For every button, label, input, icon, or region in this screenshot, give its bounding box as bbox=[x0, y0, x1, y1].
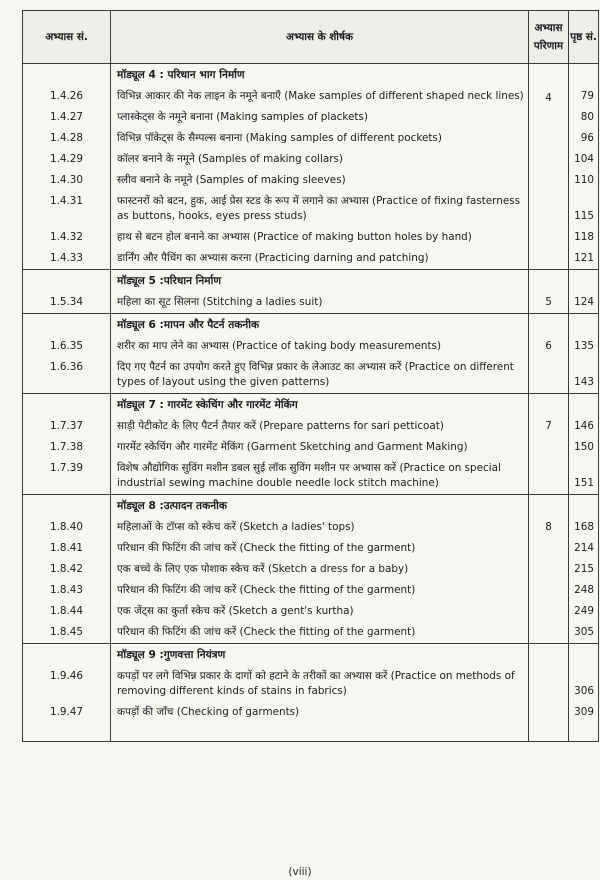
exercise-outcome bbox=[529, 128, 569, 149]
exercise-title: फास्टनरों को बटन, हुक, आई प्रेस स्टड के रूप में लगाने का अभ्यास (Practice of fixing fasterness as buttons, hooks, eyes press studs) bbox=[111, 191, 529, 227]
module-page-cell bbox=[569, 314, 599, 337]
exercise-outcome: 5 bbox=[529, 292, 569, 314]
exercise-title: विभिन्न पॉकेट्स के सैम्पल्स बनाना (Making samples of different pockets) bbox=[111, 128, 529, 149]
exercise-page: 150 bbox=[569, 437, 599, 458]
module-title-text: मॉड्यूल 8 :उत्पादन तकनीक bbox=[117, 500, 227, 512]
exercise-title: विभिन्न आकार की नेक लाइन के नमूने बनाएँ (Make samples of different shaped neck lines) bbox=[111, 86, 529, 107]
exercise-outcome: 6 bbox=[529, 336, 569, 357]
exercise-title: परिधान की फिटिंग की जांच करें (Check the fitting of the garment) bbox=[111, 580, 529, 601]
exercise-outcome bbox=[529, 702, 569, 723]
module-title-text: मॉड्यूल 5 :परिधान निर्माण bbox=[117, 275, 222, 287]
exercise-outcome bbox=[529, 538, 569, 559]
module-outcome-cell bbox=[529, 64, 569, 87]
exercise-page: 118 bbox=[569, 227, 599, 248]
exercise-title: महिला का सूट सिलना (Stitching a ladies suit) bbox=[111, 292, 529, 314]
exercise-title: कपड़ों की जाँच (Checking of garments) bbox=[111, 702, 529, 723]
exercise-page: 249 bbox=[569, 601, 599, 622]
table-row bbox=[23, 538, 599, 559]
exercise-outcome bbox=[529, 357, 569, 394]
table-row bbox=[23, 86, 599, 107]
exercise-title: कॉलर बनाने के नमूने (Samples of making collars) bbox=[111, 149, 529, 170]
exercise-page: 143 bbox=[569, 357, 599, 394]
exercise-page: 121 bbox=[569, 248, 599, 270]
exercise-no: 1.8.41 bbox=[23, 538, 111, 559]
exercise-title: एक जेंट्स का कुर्ता स्केच करें (Sketch a gent's kurtha) bbox=[111, 601, 529, 622]
exercise-page: 146 bbox=[569, 416, 599, 437]
table-row bbox=[23, 517, 599, 538]
exercise-title: कपड़ों पर लगे विभिन्न प्रकार के दागों को हटाने के तरीकों का अभ्यास करें (Practice on methods of removing different kinds of stains in fabrics) bbox=[111, 666, 529, 702]
table-row bbox=[23, 191, 599, 227]
module-title-text: मॉड्यूल 9 :गुणवत्ता नियंत्रण bbox=[117, 649, 226, 661]
header-learning-outcome bbox=[529, 11, 569, 64]
exercise-title: एक बच्चे के लिए एक पोशाक स्केच करें (Sketch a dress for a baby) bbox=[111, 559, 529, 580]
module-title bbox=[111, 64, 529, 87]
exercise-page: 214 bbox=[569, 538, 599, 559]
table-row bbox=[23, 170, 599, 191]
module-page-cell bbox=[569, 270, 599, 293]
module-row bbox=[23, 495, 599, 518]
exercise-page: 309 bbox=[569, 702, 599, 723]
module-title bbox=[111, 314, 529, 337]
exercise-page: 215 bbox=[569, 559, 599, 580]
toc-header-row bbox=[23, 11, 599, 64]
table-row bbox=[23, 458, 599, 495]
exercise-page: 79 bbox=[569, 86, 599, 107]
exercise-no: 1.4.29 bbox=[23, 149, 111, 170]
exercise-outcome: 7 bbox=[529, 416, 569, 437]
exercise-page: 124 bbox=[569, 292, 599, 314]
exercise-page: 115 bbox=[569, 191, 599, 227]
table-row bbox=[23, 622, 599, 644]
table-row bbox=[23, 702, 599, 723]
end-cell bbox=[111, 723, 529, 742]
module-title-text: मॉड्यूल 6 :मापन और पैटर्न तकनीक bbox=[117, 319, 260, 331]
module-outcome-cell bbox=[529, 644, 569, 667]
exercise-page: 305 bbox=[569, 622, 599, 644]
exercise-no: 1.4.32 bbox=[23, 227, 111, 248]
exercise-no: 1.8.45 bbox=[23, 622, 111, 644]
exercise-no: 1.4.31 bbox=[23, 191, 111, 227]
table-row bbox=[23, 292, 599, 314]
end-cell bbox=[23, 723, 111, 742]
exercise-page: 96 bbox=[569, 128, 599, 149]
exercise-page: 168 bbox=[569, 517, 599, 538]
exercise-title: स्लीव बनाने के नमूने (Samples of making sleeves) bbox=[111, 170, 529, 191]
exercise-title: दिए गए पैटर्न का उपयोग करते हुए विभिन्न प्रकार के लेआउट का अभ्यास करें (Practice on different types of layout using the given patterns) bbox=[111, 357, 529, 394]
exercise-no: 1.9.46 bbox=[23, 666, 111, 702]
module-row bbox=[23, 64, 599, 87]
module-row bbox=[23, 270, 599, 293]
header-page-no: पृष्ठ सं. bbox=[569, 11, 599, 64]
table-row bbox=[23, 248, 599, 270]
exercise-no: 1.7.38 bbox=[23, 437, 111, 458]
exercise-outcome bbox=[529, 248, 569, 270]
page-number: (viii) bbox=[288, 866, 312, 878]
header-outcome-line2: परिणाम bbox=[533, 40, 564, 52]
exercise-outcome bbox=[529, 227, 569, 248]
table-row bbox=[23, 128, 599, 149]
exercise-page: 151 bbox=[569, 458, 599, 495]
exercise-no: 1.8.43 bbox=[23, 580, 111, 601]
table-row bbox=[23, 666, 599, 702]
module-row bbox=[23, 644, 599, 667]
exercise-no: 1.8.40 bbox=[23, 517, 111, 538]
table-row bbox=[23, 437, 599, 458]
table-row bbox=[23, 336, 599, 357]
exercise-outcome bbox=[529, 170, 569, 191]
end-cell bbox=[529, 723, 569, 742]
module-row bbox=[23, 314, 599, 337]
module-title-text: मॉड्यूल 4 : परिधान भाग निर्माण bbox=[117, 69, 245, 81]
exercise-title: गारमेंट स्केचिंग और गारमेंट मेकिंग (Garment Sketching and Garment Making) bbox=[111, 437, 529, 458]
exercise-no: 1.6.35 bbox=[23, 336, 111, 357]
module-outcome-cell bbox=[529, 314, 569, 337]
exercise-title: हाथ से बटन होल बनाने का अभ्यास (Practice of making button holes by hand) bbox=[111, 227, 529, 248]
exercise-title: डार्निंग और पैचिंग का अभ्यास करना (Practicing darning and patching) bbox=[111, 248, 529, 270]
module-no-cell bbox=[23, 314, 111, 337]
table-end-row bbox=[23, 723, 599, 742]
table-row bbox=[23, 580, 599, 601]
table-row bbox=[23, 227, 599, 248]
exercise-no: 1.8.44 bbox=[23, 601, 111, 622]
module-title bbox=[111, 394, 529, 417]
exercise-outcome bbox=[529, 601, 569, 622]
table-row bbox=[23, 416, 599, 437]
exercise-title: शरीर का माप लेने का अभ्यास (Practice of taking body measurements) bbox=[111, 336, 529, 357]
exercise-page: 80 bbox=[569, 107, 599, 128]
exercise-title: महिलाओं के टॉप्स को स्केच करें (Sketch a ladies' tops) bbox=[111, 517, 529, 538]
exercise-page: 104 bbox=[569, 149, 599, 170]
exercise-no: 1.4.30 bbox=[23, 170, 111, 191]
exercise-no: 1.7.37 bbox=[23, 416, 111, 437]
exercise-no: 1.4.26 bbox=[23, 86, 111, 107]
exercise-no: 1.7.39 bbox=[23, 458, 111, 495]
exercise-no: 1.8.42 bbox=[23, 559, 111, 580]
exercise-no: 1.4.33 bbox=[23, 248, 111, 270]
exercise-outcome bbox=[529, 559, 569, 580]
module-page-cell bbox=[569, 64, 599, 87]
module-no-cell bbox=[23, 270, 111, 293]
module-page-cell bbox=[569, 495, 599, 518]
table-row bbox=[23, 149, 599, 170]
exercise-outcome bbox=[529, 191, 569, 227]
exercise-no: 1.6.36 bbox=[23, 357, 111, 394]
module-title bbox=[111, 495, 529, 518]
table-row bbox=[23, 601, 599, 622]
module-no-cell bbox=[23, 394, 111, 417]
module-title-text: मॉड्यूल 7 : गारमेंट स्केचिंग और गारमेंट मेकिंग bbox=[117, 399, 298, 411]
module-page-cell bbox=[569, 644, 599, 667]
module-outcome-cell bbox=[529, 270, 569, 293]
exercise-outcome bbox=[529, 437, 569, 458]
exercise-outcome bbox=[529, 149, 569, 170]
exercise-title: विशेष औद्योगिक सुविंग मशीन डबल सुई लॉक सुविंग मशीन पर अभ्यास करें (Practice on special industrial sewing machine double needle lock stitch machine) bbox=[111, 458, 529, 495]
exercise-no: 1.9.47 bbox=[23, 702, 111, 723]
exercise-outcome: 4 bbox=[529, 86, 569, 107]
exercise-outcome: 8 bbox=[529, 517, 569, 538]
exercise-title: परिधान की फिटिंग की जांच करें (Check the fitting of the garment) bbox=[111, 538, 529, 559]
header-outcome-line1: अभ्यास bbox=[534, 22, 563, 34]
exercise-page: 135 bbox=[569, 336, 599, 357]
table-row bbox=[23, 559, 599, 580]
exercise-page: 306 bbox=[569, 666, 599, 702]
module-outcome-cell bbox=[529, 495, 569, 518]
header-exercise-title: अभ्यास के शीर्षक bbox=[111, 11, 529, 64]
exercise-no: 1.4.28 bbox=[23, 128, 111, 149]
exercise-outcome bbox=[529, 458, 569, 495]
module-title bbox=[111, 644, 529, 667]
end-cell bbox=[569, 723, 599, 742]
exercise-outcome bbox=[529, 107, 569, 128]
module-no-cell bbox=[23, 495, 111, 518]
toc-table bbox=[22, 10, 599, 742]
module-outcome-cell bbox=[529, 394, 569, 417]
exercise-page: 248 bbox=[569, 580, 599, 601]
exercise-title: परिधान की फिटिंग की जांच करें (Check the fitting of the garment) bbox=[111, 622, 529, 644]
header-exercise-no: अभ्यास सं. bbox=[23, 11, 111, 64]
exercise-title: साड़ी पेटीकोट के लिए पैटर्न तैयार करें (Prepare patterns for sari petticoat) bbox=[111, 416, 529, 437]
module-page-cell bbox=[569, 394, 599, 417]
module-no-cell bbox=[23, 64, 111, 87]
exercise-no: 1.4.27 bbox=[23, 107, 111, 128]
exercise-outcome bbox=[529, 580, 569, 601]
module-row bbox=[23, 394, 599, 417]
table-row bbox=[23, 107, 599, 128]
exercise-outcome bbox=[529, 622, 569, 644]
module-title bbox=[111, 270, 529, 293]
exercise-title: प्लास्केट्स के नमूने बनाना (Making samples of plackets) bbox=[111, 107, 529, 128]
exercise-outcome bbox=[529, 666, 569, 702]
table-row bbox=[23, 357, 599, 394]
exercise-no: 1.5.34 bbox=[23, 292, 111, 314]
exercise-page: 110 bbox=[569, 170, 599, 191]
module-no-cell bbox=[23, 644, 111, 667]
